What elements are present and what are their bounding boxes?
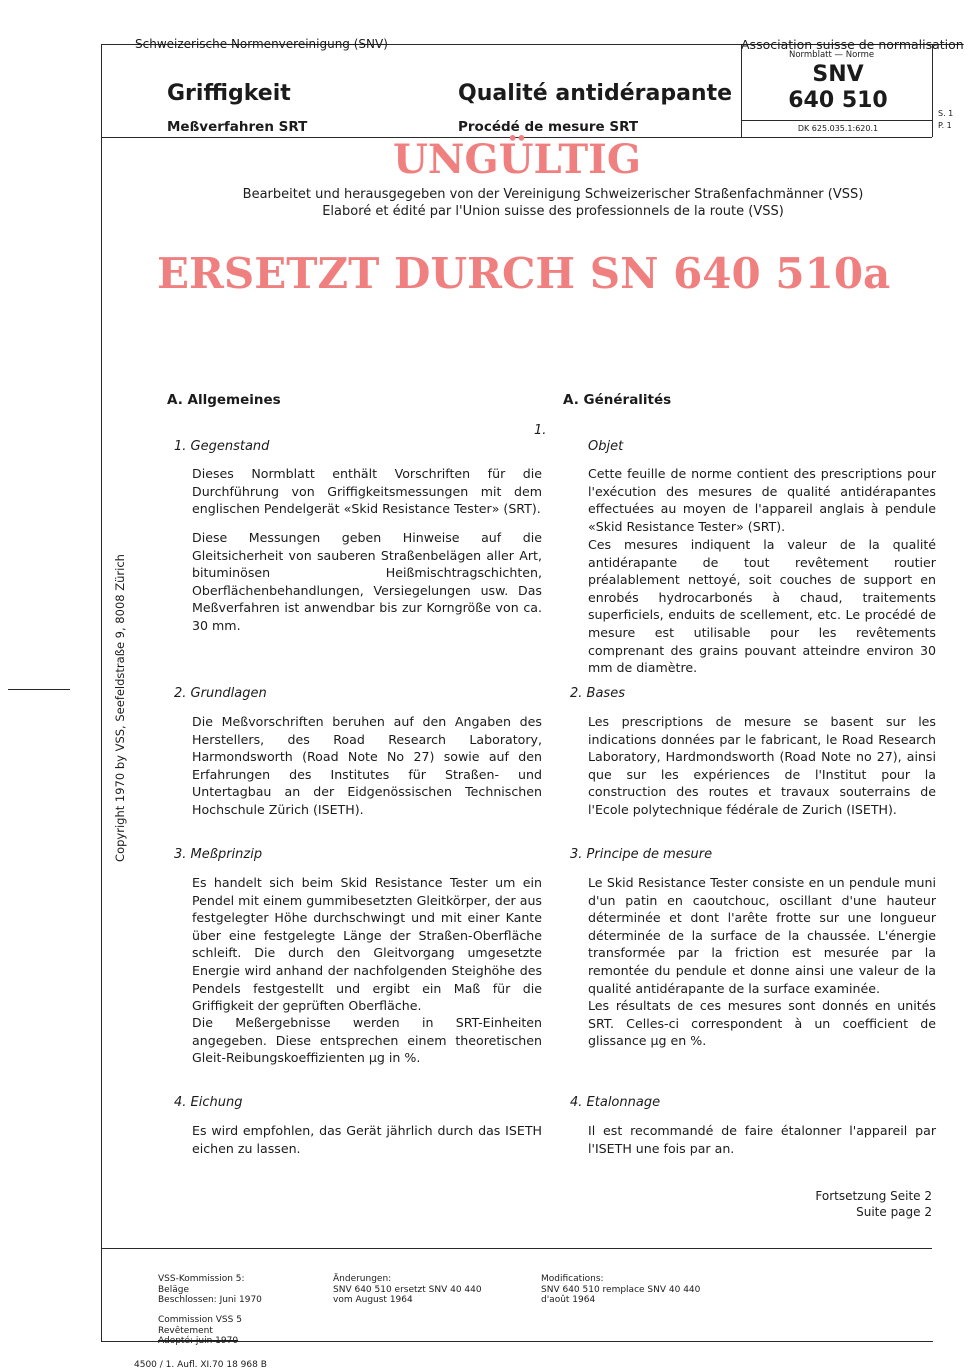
subheading-de-4: 4. Eichung: [174, 1095, 243, 1110]
subheading-fr-2: 2. Bases: [570, 686, 625, 701]
stray-number: 1.: [534, 423, 547, 438]
paragraph-de-4: Es wird empfohlen, das Gerät jährlich durch das ISETH eichen zu lassen.: [192, 1123, 542, 1156]
commission-fr-line-3: Adopté: juin 1970: [158, 1336, 239, 1346]
replaced-stamp: ERSETZT DURCH SN 640 510a: [157, 249, 891, 298]
norm-number: 640 510: [788, 88, 888, 113]
commission-de-line-2: Beläge: [158, 1284, 189, 1295]
page-number-fr: P. 1: [938, 121, 952, 130]
paragraph-fr-4: Il est recommandé de faire étalonner l'appareil par l'ISETH une fois par an.: [588, 1123, 936, 1156]
organization-de: Schweizerische Normenvereinigung (SNV): [135, 37, 388, 51]
commission-de-line-3: Beschlossen: Juni 1970: [158, 1295, 262, 1305]
section-heading-fr: A. Généralités: [563, 392, 672, 408]
subtitle-fr: Procédé de mesure SRT: [458, 119, 639, 135]
paragraph-fr-3a: Le Skid Resistance Tester consiste en un pendule muni d'un patin en caoutchouc, oscillant d'une hauteur déterminée et dont l'arête frotte sur une longueur déterminée de la surface de la chaussée. L'énergie transformée par la friction est mesurée par la remontée du pendule et donne ainsi une valeur de la qualité antidérapante de la surface examinée.: [588, 875, 936, 996]
subheading-fr-3: 3. Principe de mesure: [570, 847, 713, 862]
invalid-stamp: UNGÜLTIG: [393, 136, 641, 183]
footer-top-rule: [101, 1248, 932, 1249]
commission-fr-line-1: Commission VSS 5: [158, 1315, 242, 1325]
title-fr: Qualité antidérapante: [458, 81, 733, 106]
paragraph-de-3a: Es handelt sich beim Skid Resistance Tester um ein Pendel mit einem gummibesetzten Gleitkörper, der aus festgelegter Höhe durchschwingt und mit einer Kante über eine festgelegte Länge der Straßen-Oberfläche schleift. Die durch den Gleitvorgang umgesetzte Energie wird anhand der nachfolgenden Steighöhe des Pendels festgestellt und ergibt ein Maß für die Griffigkeit der geprüften Oberfläche.: [192, 875, 542, 1014]
subheading-de-2: 2. Grundlagen: [174, 686, 267, 701]
norm-box-left-rule: [741, 44, 742, 137]
changes-block-fr: [541, 1274, 700, 1306]
commission-de-line-1: VSS-Kommission 5:: [158, 1274, 245, 1284]
paragraph-fr-1a: Cette feuille de norme contient des prescriptions pour l'exécution des mesures de qualité antidérapantes effectuées au moyen de l'appareil anglais à pendule «Skid Resistance Tester» (SRT).: [588, 466, 936, 534]
organization-fr: Association suisse de normalisation: [741, 37, 964, 52]
print-reference: 4500 / 1. Aufl. XI.70 18 968 B: [134, 1360, 267, 1370]
publisher-de: Bearbeitet und herausgegeben von der Vereinigung Schweizerischer Straßenfachmänner (VSS): [242, 187, 864, 202]
title-de: Griffigkeit: [167, 81, 291, 106]
paragraph-de-1b: Diese Messungen geben Hinweise auf die Gleitsicherheit von sauberen Straßenbelägen aller Art, bituminösen Heißmischtragschichten, Oberflächenbehandlungen, Versiegelungen usw. Das Meßverfahren ist anwendbar bis zur Korngröße von ca. 30 mm.: [192, 530, 542, 633]
changes-de-line-1: Änderungen:: [333, 1274, 392, 1284]
paragraph-fr-2: Les prescriptions de mesure se basent sur les indications données par le fabricant, le Road Research Laboratory, Hardmondsworth (Road Note no 27), ainsi que sur les expériences de l'Institut pour la construction des routes et travaux souterrains de l'Ecole polytechnique fédérale de Zurich (ISETH).: [588, 714, 936, 817]
changes-de-line-3: vom August 1964: [333, 1295, 413, 1305]
paragraph-fr-1b: Ces mesures indiquent la valeur de la qualité antidérapante de tout revêtement routier préalablement nettoyé, soit couches de support en enrobés hydrocarbonés à chaud, traitements superficiels, enduits de scellement, etc. Le procédé de mesure est utilisable pour les revêtements comprenant des grains pouvant atteindre environ 30 mm de diamètre.: [588, 537, 936, 676]
continued-fr: Suite page 2: [856, 1205, 932, 1219]
paragraph-fr-3b: Les résultats de ces mesures sont donnés en unités SRT. Celles-ci correspondent à un coefficient de glissance μg en %.: [588, 998, 936, 1049]
changes-fr-line-2: SNV 640 510 remplace SNV 40 440: [541, 1284, 701, 1295]
paragraph-de-2: Die Meßvorschriften beruhen auf den Angaben des Herstellers, des Road Research Laboratory, Harmondsworth (Road Note No 27) sowie auf den Erfahrungen des Institutes für Straßen- und Untertagbau an der Eidgenössischen Technischen Hochschule Zürich (ISETH).: [192, 714, 542, 817]
publisher-fr: Elaboré et édité par l'Union suisse des professionnels de la route (VSS): [322, 204, 784, 219]
commission-block-fr: [158, 1315, 242, 1347]
changes-block-de: [333, 1274, 482, 1306]
subtitle-de: Meßverfahren SRT: [167, 119, 308, 135]
page-number-de: S. 1: [938, 109, 954, 118]
norm-box-divider: [741, 120, 932, 121]
norm-box-right-rule: [932, 44, 933, 137]
changes-fr-line-1: Modifications:: [541, 1274, 604, 1284]
subheading-de-1: 1. Gegenstand: [174, 439, 270, 454]
changes-fr-line-3: d'août 1964: [541, 1295, 596, 1305]
norm-prefix: SNV: [812, 62, 864, 87]
subheading-fr-4: 4. Etalonnage: [570, 1095, 661, 1110]
changes-de-line-2: SNV 640 510 ersetzt SNV 40 440: [333, 1284, 482, 1295]
norm-identifier: [745, 62, 931, 114]
subheading-fr-1: Objet: [588, 439, 624, 454]
copyright-notice: Copyright 1970 by VSS, Seefeldstraße 9, 8008 Zürich: [113, 554, 127, 862]
normblatt-label: Normblatt — Norme: [789, 50, 875, 60]
continued-de: Fortsetzung Seite 2: [815, 1189, 932, 1203]
commission-block-de: [158, 1274, 262, 1306]
paragraph-de-3b: Die Meßergebnisse werden in SRT-Einheiten angegeben. Diese entsprechen einem theoretischen Gleit-Reibungskoeffizienten μg in %.: [192, 1015, 542, 1066]
paragraph-de-1a: Dieses Normblatt enthält Vorschriften für die Durchführung von Griffigkeitsmessungen mit dem englischen Pendelgerät «Skid Resistance Tester» (SRT).: [192, 466, 542, 517]
subheading-de-3: 3. Meßprinzip: [174, 847, 263, 862]
margin-tick: [8, 689, 70, 690]
section-heading-de: A. Allgemeines: [167, 392, 281, 408]
commission-fr-line-2: Revêtement: [158, 1325, 213, 1336]
dk-classification: DK 625.035.1:620.1: [797, 124, 879, 133]
